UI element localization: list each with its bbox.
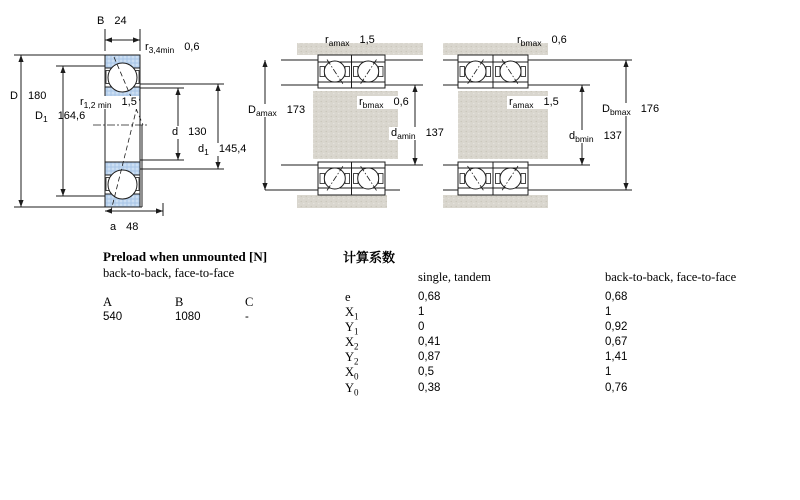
cage: [486, 174, 491, 184]
coeff-row-label: e: [345, 290, 351, 304]
coeff-value-1: 0: [418, 321, 425, 333]
dim-label-rbmax-2: $r_{bmax}$ 0,6: [517, 34, 567, 49]
arrowhead: [60, 189, 65, 196]
preload-value-A: 540: [103, 311, 123, 323]
coeff-value-1: 0,41: [418, 336, 441, 348]
dim-label-damin: $d_{amin}$ 137: [391, 127, 444, 142]
dim-label-rbmax: $r_{bmax}$ 0,6: [359, 96, 409, 111]
cage: [496, 174, 501, 184]
coeff-value-1: 0,38: [418, 382, 441, 394]
preload-value-B: 1080: [175, 311, 201, 323]
arrowhead: [175, 88, 180, 95]
arrowhead: [215, 84, 220, 91]
ball: [500, 61, 521, 82]
coeff-value-2: 0,76: [605, 382, 628, 394]
dim-label-dbmin: $d_{bmin}$ 137: [569, 130, 622, 145]
coeff-value-1: 0,87: [418, 351, 441, 363]
arrowhead: [623, 183, 628, 190]
dim-label-D1: $D_1$ 164,6: [35, 110, 86, 125]
technical-drawings: [0, 0, 800, 245]
dim-label-D: D 180: [10, 90, 47, 102]
coeff-row-label: $Y_0$: [345, 381, 359, 398]
coeff-value-2: 0,92: [605, 321, 628, 333]
cage: [460, 67, 465, 77]
arrowhead: [623, 60, 628, 67]
dim-label-B: B 24: [97, 15, 127, 27]
coeff-col1-header: single, tandem: [418, 270, 491, 284]
arrowhead: [412, 85, 417, 92]
housing-block: [297, 195, 387, 208]
coeff-row-label: $Y_2$: [345, 350, 359, 367]
arrowhead: [175, 153, 180, 160]
calculation-factors-table: [343, 247, 763, 402]
coeff-value-1: 1: [418, 306, 425, 318]
coeff-value-2: 1: [605, 366, 612, 378]
dim-label-r12: $r_{1,2 min}$ 1,5: [80, 96, 137, 111]
arrowhead: [133, 37, 140, 42]
arrowhead: [60, 66, 65, 73]
preload-col-C: C: [245, 295, 254, 309]
cage: [486, 67, 491, 77]
arrowhead: [579, 85, 584, 92]
cage: [496, 67, 501, 77]
coeff-value-1: 0,68: [418, 291, 441, 303]
arrowhead: [412, 158, 417, 165]
dim-label-Dbmax: $D_{bmax}$ 176: [602, 103, 660, 118]
dim-label-d1: $d_1$ 145,4: [198, 143, 247, 158]
coeff-value-2: 1,41: [605, 351, 628, 363]
dim-label-Damax: $D_{amax}$ 173: [248, 104, 306, 119]
arrowhead: [156, 208, 163, 213]
paired-mounting-a: [262, 43, 423, 208]
preload-table-subtitle: back-to-back, face-to-face: [103, 266, 235, 280]
dim-label-r34: $r_{3,4min}$ 0,6: [145, 41, 200, 56]
coeff-col2-header: back-to-back, face-to-face: [605, 270, 737, 284]
preload-table-title: Preload when unmounted [N]: [103, 249, 268, 264]
preload-value-C: -: [245, 311, 249, 323]
dim-label-a: a 48: [110, 221, 139, 233]
cage: [521, 67, 526, 77]
arrowhead: [18, 55, 23, 62]
paired-mounting-b: [443, 43, 632, 208]
coeff-value-2: 0,68: [605, 291, 628, 303]
arrowhead: [105, 208, 112, 213]
preload-col-B: B: [175, 295, 184, 309]
ball: [500, 168, 521, 189]
arrowhead: [579, 158, 584, 165]
arrowhead: [215, 162, 220, 169]
cage: [460, 174, 465, 184]
arrowhead: [18, 200, 23, 207]
preload-col-A: A: [103, 295, 113, 309]
dim-label-ramax-2: $r_{amax}$ 1,5: [509, 96, 559, 111]
ball: [108, 170, 137, 199]
dim-label-d: d 130: [172, 126, 207, 138]
coeff-row-label: $X_1$: [345, 305, 359, 322]
coeff-value-2: 0,67: [605, 336, 628, 348]
coeff-row-label: $X_2$: [345, 335, 359, 352]
arrowhead: [105, 37, 112, 42]
coeff-value-2: 1: [605, 306, 612, 318]
ball: [108, 63, 137, 92]
coeff-value-1: 0,5: [418, 366, 434, 378]
arrowhead: [262, 183, 267, 190]
cage: [521, 174, 526, 184]
preload-table: [103, 249, 323, 329]
housing-block: [443, 195, 548, 208]
arrowhead: [262, 60, 267, 67]
dim-label-ramax: $r_{amax}$ 1,5: [325, 34, 375, 49]
coeff-row-label: $Y_1$: [345, 320, 359, 337]
calculation-factors-title: 计算系数: [343, 250, 396, 265]
coeff-row-label: $X_0$: [345, 365, 359, 382]
